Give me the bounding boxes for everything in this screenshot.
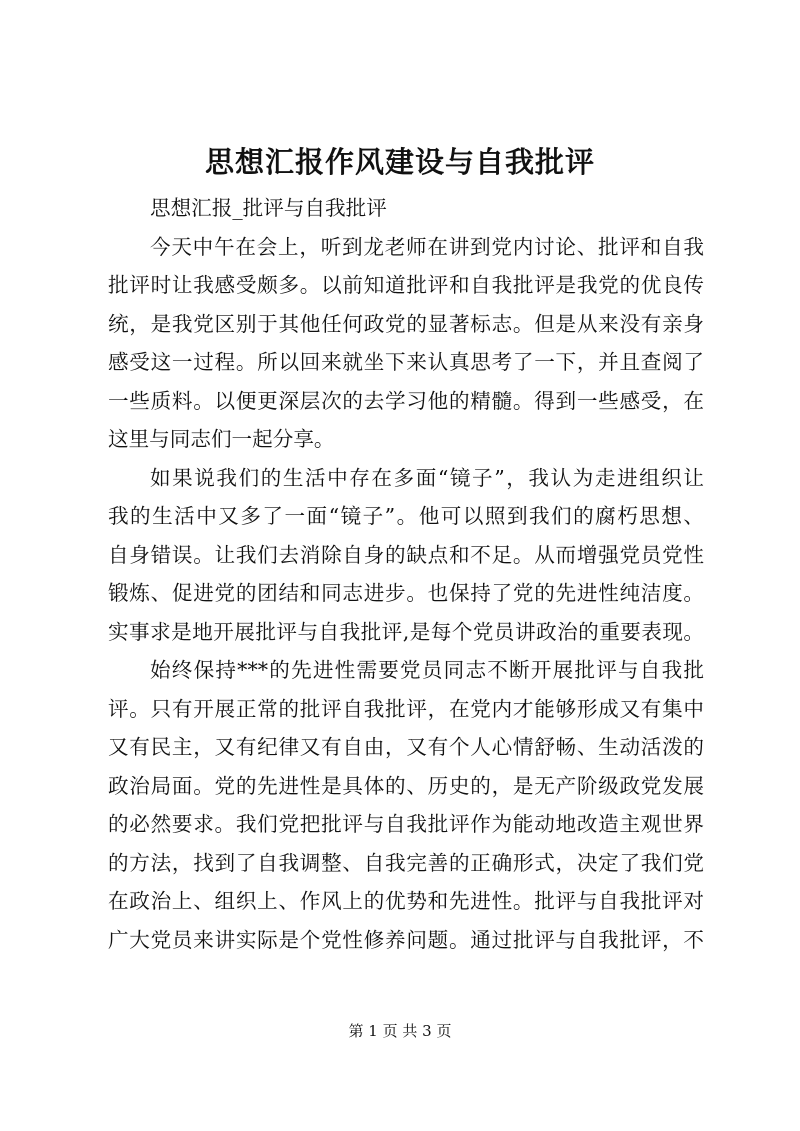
body-line: 实事求是地开展批评与自我批评,是每个党员讲政治的重要表现。 bbox=[108, 619, 704, 644]
body-line: 这里与同志们一起分享。 bbox=[108, 427, 335, 451]
body-line: 的必然要求。我们党把批评与自我批评作为能动地改造主观世界 bbox=[108, 812, 704, 836]
body-line: 感受这一过程。所以回来就坐下来认真思考了一下，并且查阅了 bbox=[108, 350, 704, 374]
document-body bbox=[108, 189, 704, 959]
body-line: 的方法，找到了自我调整、自我完善的正确形式，决定了我们党 bbox=[108, 850, 704, 875]
body-line: 评。只有开展正常的批评自我批评，在党内才能够形成又有集中 bbox=[108, 696, 704, 721]
body-line: 锻炼、促进党的团结和同志进步。也保持了党的先进性纯洁度。 bbox=[108, 581, 704, 605]
body-line: 今天中午在会上，听到龙老师在讲到党内讨论、批评和自我 bbox=[150, 234, 704, 259]
body-line: 又有民主，又有纪律又有自由，又有个人心情舒畅、生动活泼的 bbox=[108, 735, 704, 759]
page-number-footer: 第 1 页 共 3 页 bbox=[348, 1022, 452, 1040]
body-line: 始终保持***的先进性需要党员同志不断开展批评与自我批 bbox=[150, 658, 704, 682]
body-line: 自身错误。让我们去消除自身的缺点和不足。从而增强党员党性 bbox=[108, 542, 704, 567]
body-line: 政治局面。党的先进性是具体的、历史的，是无产阶级政党发展 bbox=[108, 773, 704, 798]
document-title: 思想汇报作风建设与自我批评 bbox=[204, 145, 595, 179]
body-line: 广大党员来讲实际是个党性修养问题。通过批评与自我批评，不 bbox=[108, 927, 704, 952]
body-line: 一些质料。以便更深层次的去学习他的精髓。得到一些感受，在 bbox=[108, 388, 704, 413]
body-line: 在政治上、组织上、作风上的优势和先进性。批评与自我批评对 bbox=[108, 889, 704, 913]
body-line: 我的生活中又多了一面“镜子”。他可以照到我们的腐朽思想、 bbox=[108, 504, 704, 528]
body-line: 批评时让我感受颇多。以前知道批评和自我批评是我党的优良传 bbox=[108, 273, 704, 297]
body-line: 统，是我党区别于其他任何政党的显著标志。但是从来没有亲身 bbox=[108, 311, 704, 336]
subtitle-line: 思想汇报_批评与自我批评 bbox=[150, 196, 387, 220]
body-line: 如果说我们的生活中存在多面“镜子”，我认为走进组织让 bbox=[150, 465, 704, 490]
